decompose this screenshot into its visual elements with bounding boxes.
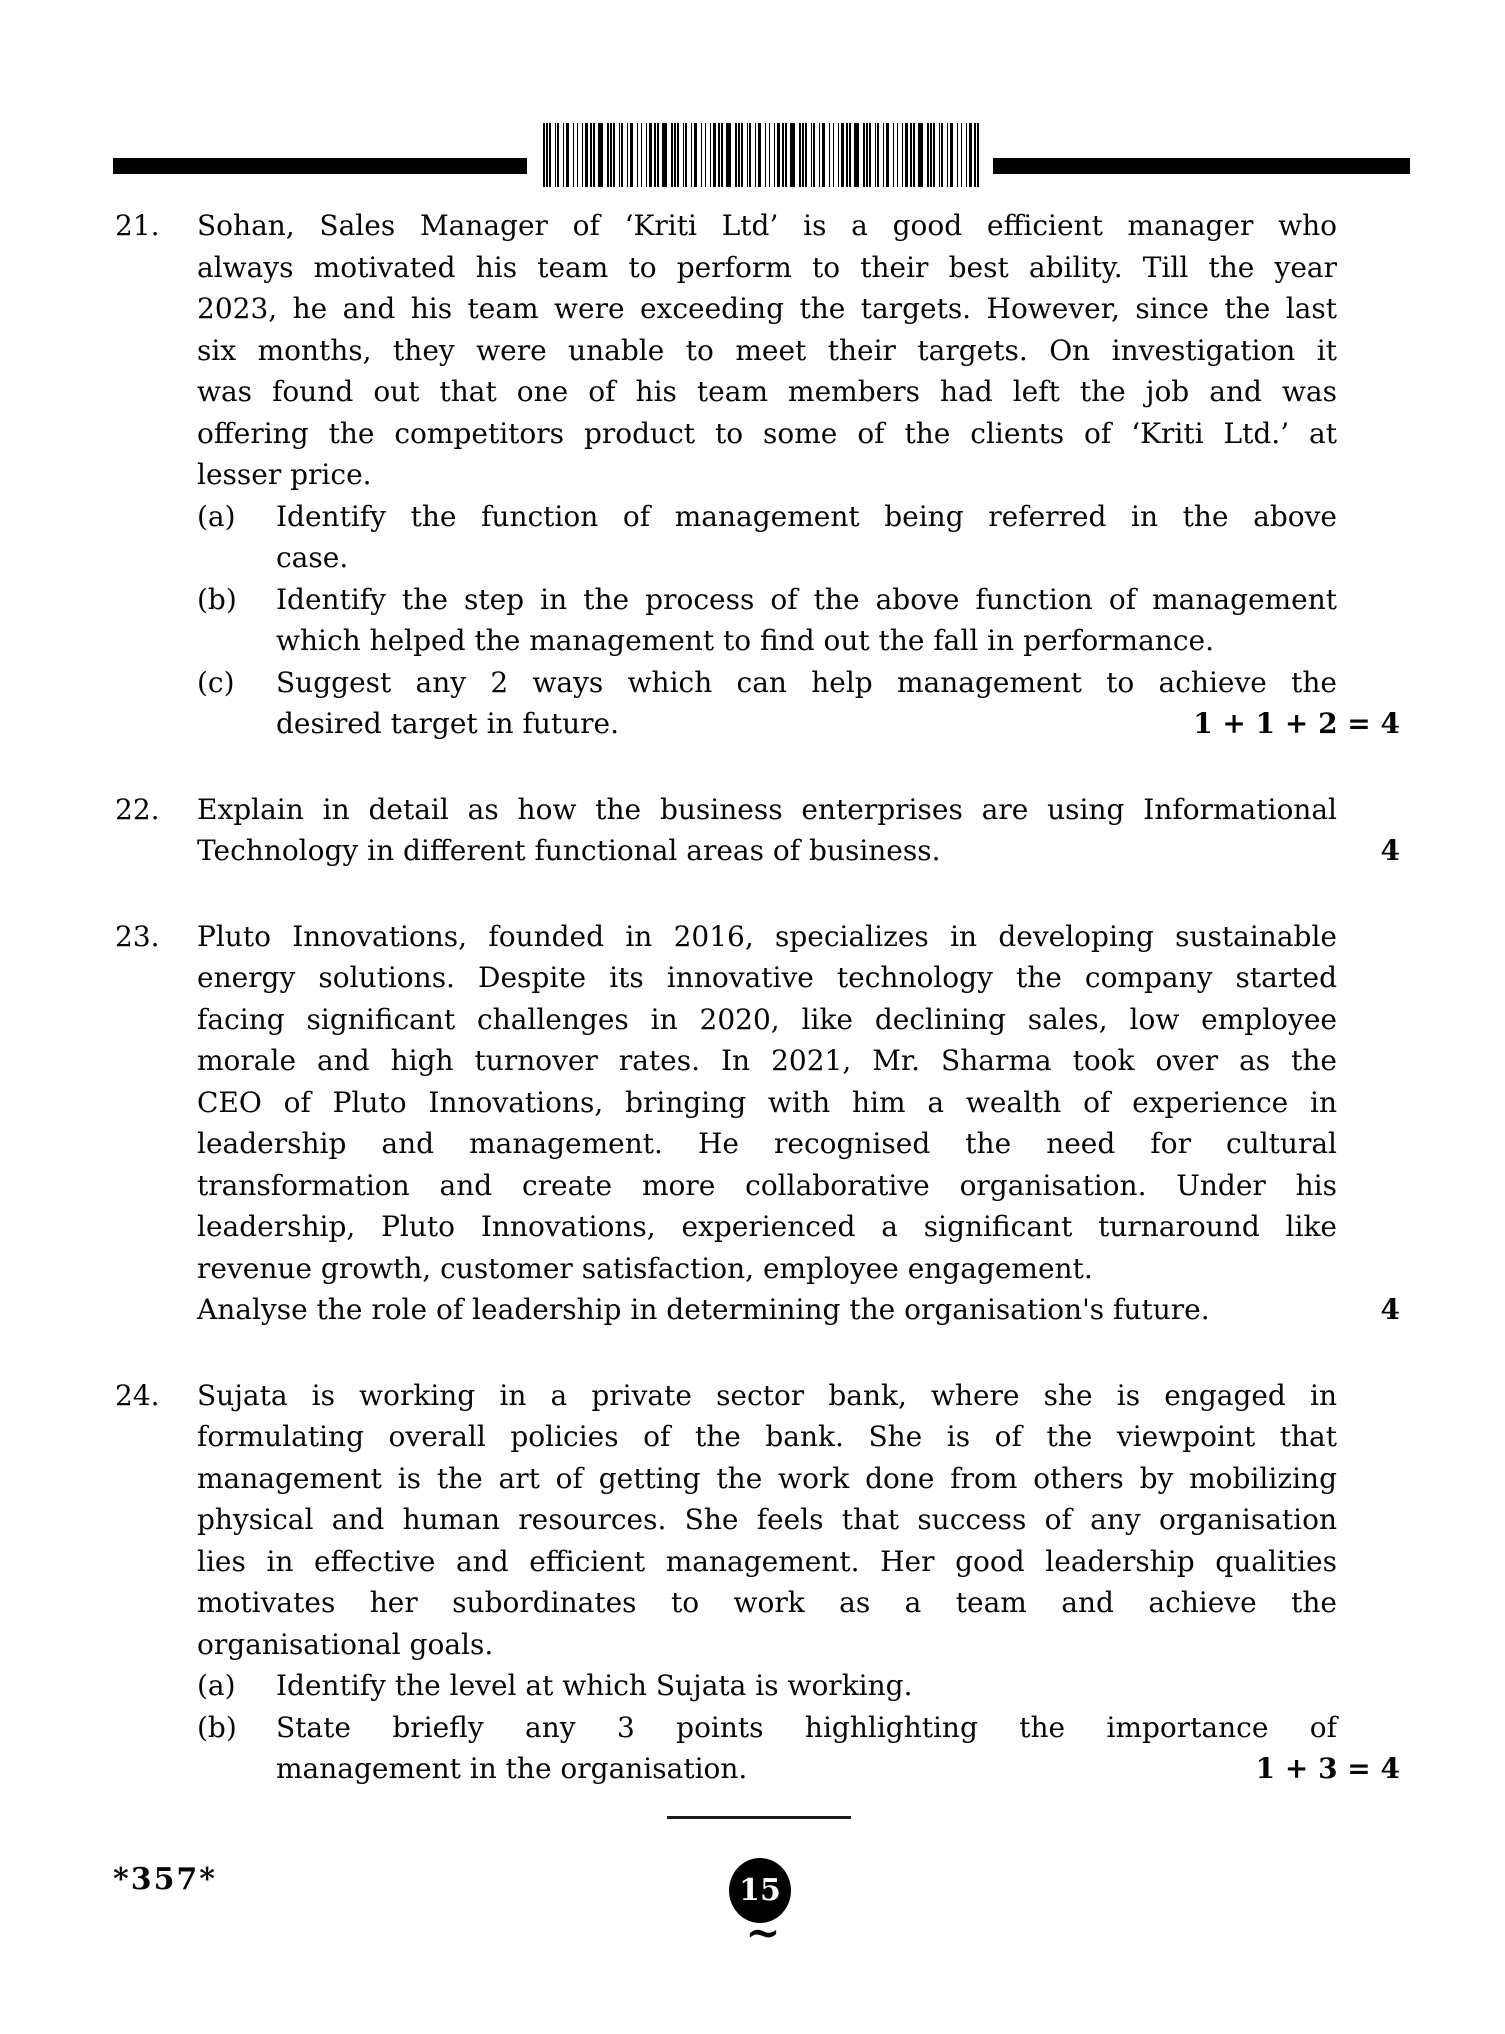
question-number: 24. (115, 1378, 160, 1412)
text-line (197, 413, 1400, 455)
question-number: 22. (115, 792, 160, 826)
text-line (197, 1582, 1400, 1624)
subpart-body (276, 496, 1400, 579)
text-line-content: Technology in different functional areas of business. (197, 834, 941, 867)
text-line (276, 620, 1400, 662)
text-line (197, 1040, 1400, 1082)
marks-value: 4 (1380, 834, 1400, 867)
marks-value: 1 + 3 = 4 (1255, 1752, 1400, 1785)
subpart-label: (a) (197, 499, 236, 533)
text-line (197, 1416, 1400, 1458)
question-number: 21. (115, 209, 160, 242)
question (115, 1375, 1400, 1790)
text-line (197, 1499, 1400, 1541)
text-line-content: Identify the step in the process of the above function of management (276, 582, 1337, 616)
text-line-content: desired target in future. (276, 707, 619, 740)
text-line (197, 1624, 1400, 1666)
page-number: 15 (739, 1873, 781, 1908)
text-line (197, 247, 1400, 289)
text-line-content: transformation and create more collaborative organisation. Under his (197, 1168, 1337, 1202)
text-line (276, 1665, 1400, 1707)
text-line (276, 537, 1400, 579)
text-line (276, 1707, 1400, 1749)
text-line (197, 1541, 1400, 1583)
text-line (197, 830, 1400, 872)
question-body (197, 205, 1400, 745)
text-line-content: formulating overall policies of the bank. She is of the viewpoint that (197, 1420, 1337, 1453)
text-line-content: Analyse the role of leadership in determining the organisation's future. (197, 1293, 1210, 1326)
question-paragraph (197, 789, 1400, 872)
subpart-label: (b) (197, 582, 237, 616)
question (115, 789, 1400, 872)
text-line-content: six months, they were unable to meet their targets. On investigation it (197, 333, 1337, 367)
text-line (276, 662, 1400, 704)
subpart-body (276, 1707, 1400, 1790)
marks-value: 4 (1380, 1293, 1400, 1326)
subpart-label: (a) (197, 1669, 236, 1702)
header-rule-left (113, 158, 527, 174)
questions-list (115, 205, 1400, 1790)
text-line (197, 454, 1400, 496)
text-line-content: physical and human resources. She feels that success of any organisation (197, 1503, 1337, 1536)
question-subpart (197, 1665, 1400, 1707)
text-line-content: 2023, he and his team were exceeding the targets. However, since the last (197, 292, 1337, 325)
text-line-content: Pluto Innovations, founded in 2016, specializes in developing sustainable (197, 919, 1337, 953)
text-line (276, 1748, 1400, 1790)
text-line (197, 1206, 1400, 1248)
text-line-content: leadership, Pluto Innovations, experienced a significant turnaround like (197, 1210, 1337, 1243)
question-paragraph (197, 1289, 1400, 1331)
booklet-code: *357* (113, 1862, 217, 1897)
text-line (197, 1165, 1400, 1207)
text-line-content: was found out that one of his team members had left the job and was (197, 375, 1337, 408)
text-line-content: revenue growth, customer satisfaction, employee engagement. (197, 1251, 1093, 1285)
subpart-body (276, 579, 1400, 662)
text-line-content: Explain in detail as how the business enterprises are using Informational (197, 792, 1337, 826)
text-line-content: morale and high turnover rates. In 2021, Mr. Sharma took over as the (197, 1044, 1337, 1077)
question-subpart (197, 579, 1400, 662)
text-line-content: Identify the function of management being referred in the above (276, 499, 1337, 533)
question-number: 23. (115, 919, 160, 953)
text-line-content: management in the organisation. (276, 1752, 748, 1785)
question-body (197, 1375, 1400, 1790)
question-subpart (197, 662, 1400, 745)
text-line (197, 205, 1400, 247)
subpart-label: (b) (197, 1710, 237, 1744)
text-line-content: management is the art of getting the work done from others by mobilizing (197, 1461, 1337, 1495)
text-line-content: Sujata is working in a private sector bank, where she is engaged in (197, 1378, 1337, 1412)
text-line (197, 1082, 1400, 1124)
text-line-content: State briefly any 3 points highlighting the importance of (276, 1710, 1337, 1744)
question-paragraph (197, 205, 1400, 496)
question-paragraph (197, 916, 1400, 1290)
text-line-content: offering the competitors product to some of the clients of ‘Kriti Ltd.’ at (197, 416, 1337, 450)
text-line-content: leadership and management. He recognised the need for cultural (197, 1127, 1337, 1160)
question (115, 205, 1400, 745)
text-line-content: Identify the level at which Sujata is working. (276, 1669, 913, 1702)
text-line (197, 288, 1400, 330)
text-line (197, 1289, 1400, 1331)
question-body (197, 789, 1400, 872)
text-line (197, 957, 1400, 999)
text-line-content: motivates her subordinates to work as a team and achieve the (197, 1586, 1337, 1619)
text-line-content: case. (276, 541, 349, 574)
text-line (197, 789, 1400, 831)
text-line-content: facing significant challenges in 2020, like declining sales, low employee (197, 1002, 1337, 1036)
text-line (197, 330, 1400, 372)
text-line (276, 579, 1400, 621)
question-subpart (197, 496, 1400, 579)
question-subpart (197, 1707, 1400, 1790)
text-line (197, 1248, 1400, 1290)
text-line-content: organisational goals. (197, 1627, 494, 1661)
barcode-icon (543, 123, 980, 187)
subpart-label: (c) (197, 665, 235, 699)
text-line (197, 999, 1400, 1041)
text-line-content: lesser price. (197, 458, 372, 491)
tilde-mark: ~ (745, 1908, 781, 1957)
question-paragraph (197, 1375, 1400, 1666)
text-line-content: always motivated his team to perform to their best ability. Till the year (197, 250, 1337, 284)
question-body (197, 916, 1400, 1331)
text-line (276, 703, 1400, 745)
question (115, 916, 1400, 1331)
text-line (197, 916, 1400, 958)
text-line-content: Sohan, Sales Manager of ‘Kriti Ltd’ is a good efficient manager who (197, 209, 1337, 242)
section-end-rule (667, 1816, 851, 1819)
text-line-content: CEO of Pluto Innovations, bringing with him a wealth of experience in (197, 1085, 1337, 1119)
text-line (276, 496, 1400, 538)
subpart-body (276, 662, 1400, 745)
text-line-content: lies in effective and efficient management. Her good leadership qualities (197, 1544, 1337, 1578)
text-line (197, 1458, 1400, 1500)
text-line (197, 371, 1400, 413)
header-rule-right (993, 158, 1410, 174)
text-line (197, 1123, 1400, 1165)
text-line (197, 1375, 1400, 1417)
text-line-content: energy solutions. Despite its innovative technology the company started (197, 961, 1337, 994)
marks-value: 1 + 1 + 2 = 4 (1193, 707, 1400, 740)
subpart-body (276, 1665, 1400, 1707)
text-line-content: Suggest any 2 ways which can help management to achieve the (276, 665, 1337, 699)
text-line-content: which helped the management to find out the fall in performance. (276, 624, 1214, 657)
